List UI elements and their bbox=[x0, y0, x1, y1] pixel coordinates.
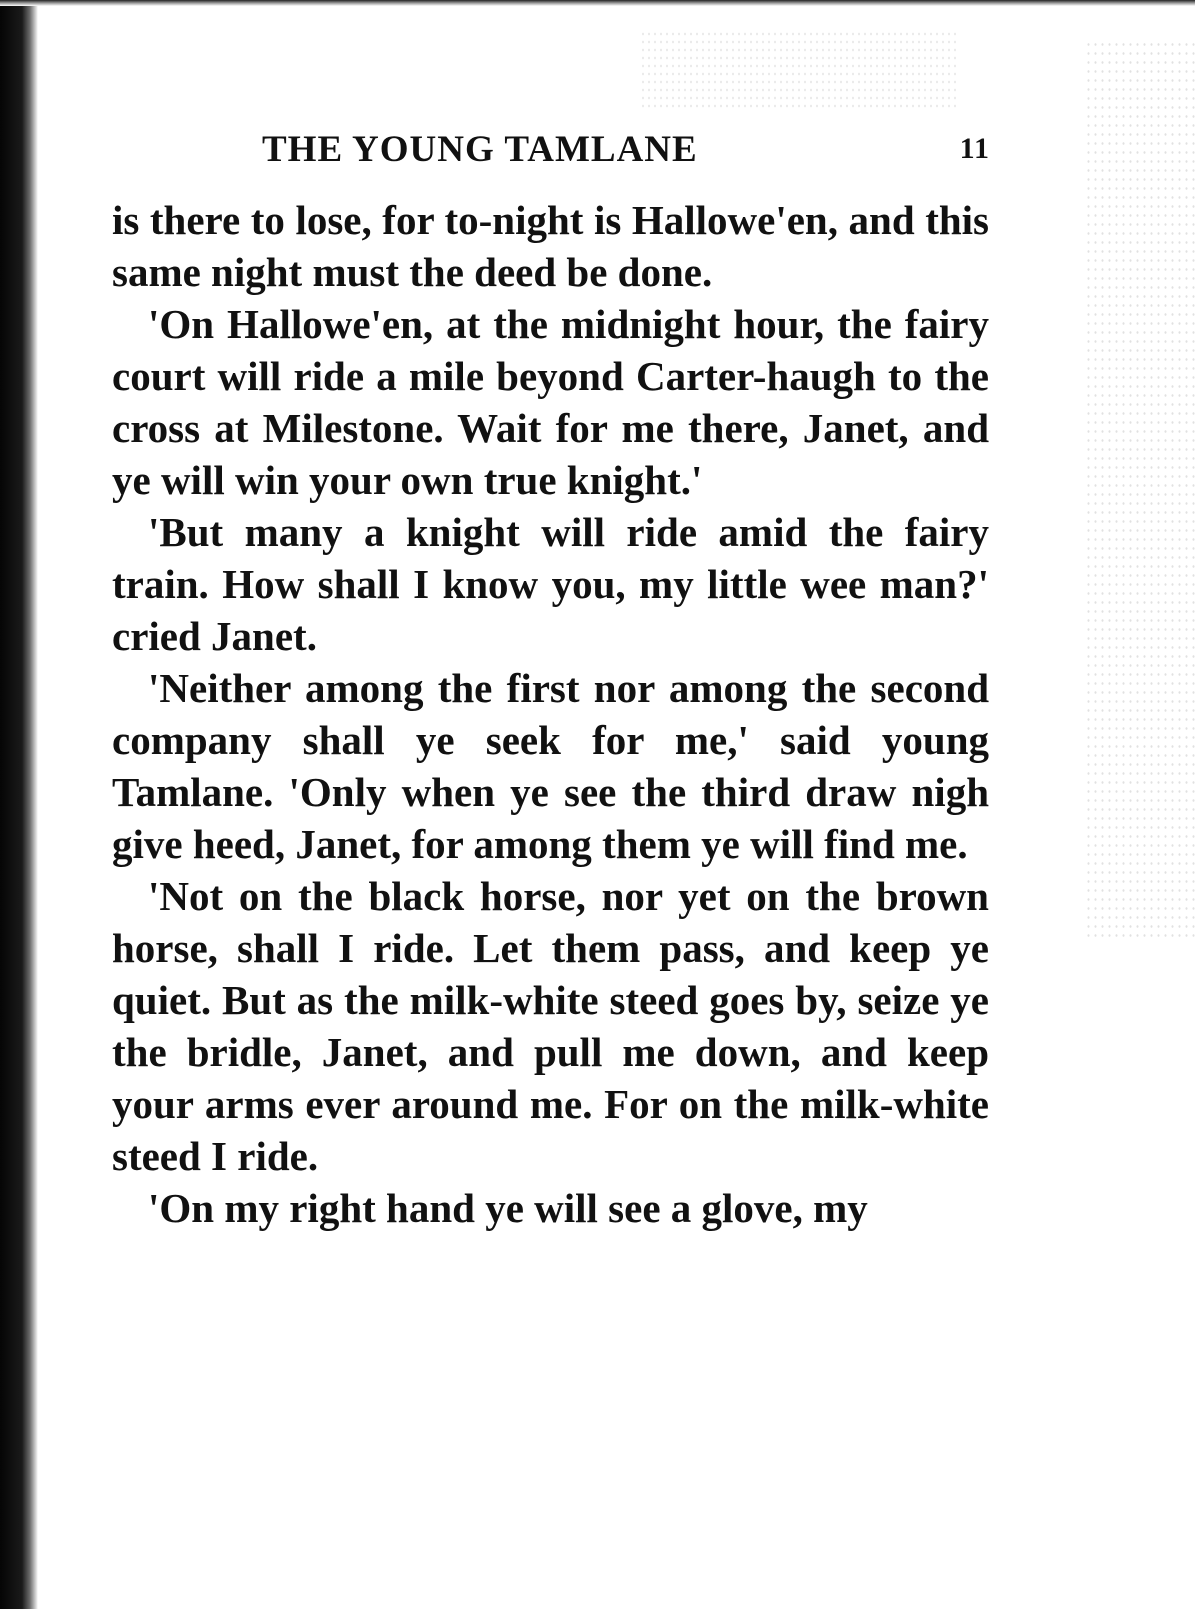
paragraph: 'Neither among the first nor among the second company shall ye seek for me,' said young Tamlane. 'Only when ye see the third draw nigh give heed, Janet, for among them ye will find me. bbox=[112, 665, 989, 867]
paragraph: 'Not on the black horse, nor yet on the brown horse, shall I ride. Let them pass, and keep ye quiet. But as the milk-white steed goes by, seize ye the bridle, Janet, and pull me down, and keep your arms ever around me. For on the milk-white steed I ride. bbox=[112, 873, 989, 1179]
scan-noise-right bbox=[1085, 40, 1195, 940]
paragraph: 'But many a knight will ride amid the fairy train. How shall I know you, my little wee man?' cried Janet. bbox=[112, 509, 989, 659]
page-number: 11 bbox=[959, 132, 990, 165]
body-text bbox=[112, 194, 989, 1234]
running-head bbox=[112, 128, 1012, 176]
scan-noise-top bbox=[640, 30, 960, 110]
paragraph: 'On Hallowe'en, at the midnight hour, the fairy court will ride a mile beyond Carter-haugh to the cross at Milestone. Wait for me there, Janet, and ye will win your own true knight.' bbox=[112, 301, 989, 503]
running-head-title: THE YOUNG TAMLANE bbox=[262, 129, 698, 170]
paragraph-last: 'On my right hand ye will see a glove, my bbox=[148, 1185, 868, 1231]
book-page bbox=[112, 128, 1012, 1234]
paragraph-continued: is there to lose, for to-night is Hallowe'en, and this same night must the deed be done. bbox=[112, 197, 989, 295]
scan-edge-top bbox=[0, 0, 1195, 6]
scan-edge-left bbox=[0, 0, 38, 1609]
